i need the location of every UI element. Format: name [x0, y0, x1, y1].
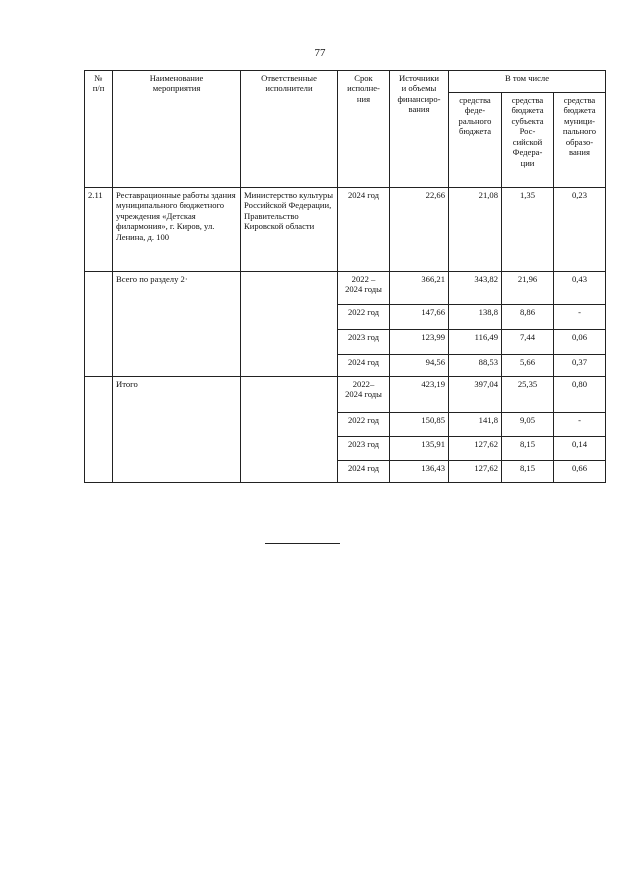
- total-cell: 94,56: [390, 355, 449, 377]
- section-total-label: Всего по разделу 2·: [113, 272, 241, 377]
- total-cell: 147,66: [390, 305, 449, 330]
- header-municipal: средства бюджета муници- пального образо- вания: [554, 93, 606, 188]
- item-federal: 21,08: [449, 188, 502, 272]
- empty-cell: [85, 272, 113, 377]
- federal-cell: 127,62: [449, 461, 502, 483]
- item-num: 2.11: [85, 188, 113, 272]
- municipal-cell: -: [554, 305, 606, 330]
- municipal-cell: 0,43: [554, 272, 606, 305]
- total-cell: 423,19: [390, 377, 449, 413]
- period-cell: 2022 – 2024 годы: [338, 272, 390, 305]
- period-cell: 2022 год: [338, 413, 390, 437]
- item-period: 2024 год: [338, 188, 390, 272]
- item-regional: 1,35: [502, 188, 554, 272]
- municipal-cell: 0,14: [554, 437, 606, 461]
- regional-cell: 5,66: [502, 355, 554, 377]
- municipal-cell: -: [554, 413, 606, 437]
- empty-cell: [241, 377, 338, 483]
- item-total: 22,66: [390, 188, 449, 272]
- municipal-cell: 0,06: [554, 330, 606, 355]
- municipal-cell: 0,66: [554, 461, 606, 483]
- period-cell: 2024 год: [338, 461, 390, 483]
- item-name: Реставрационные работы здания муниципального бюджетного учреждения «Детская филармония», г. Киров, ул. Ленина, д. 100: [113, 188, 241, 272]
- period-cell: 2023 год: [338, 330, 390, 355]
- total-cell: 366,21: [390, 272, 449, 305]
- regional-cell: 8,15: [502, 461, 554, 483]
- header-federal: средства феде- рального бюджета: [449, 93, 502, 188]
- period-cell: 2022 год: [338, 305, 390, 330]
- municipal-cell: 0,37: [554, 355, 606, 377]
- regional-cell: 21,96: [502, 272, 554, 305]
- table-row-item: [85, 188, 606, 272]
- regional-cell: 9,05: [502, 413, 554, 437]
- page-number: 77: [314, 47, 326, 59]
- end-separator-line: [265, 543, 340, 544]
- header-name: Наименование мероприятия: [113, 71, 241, 188]
- header-num: № п/п: [85, 71, 113, 188]
- federal-cell: 88,53: [449, 355, 502, 377]
- federal-cell: 116,49: [449, 330, 502, 355]
- total-cell: 150,85: [390, 413, 449, 437]
- period-cell: 2024 год: [338, 355, 390, 377]
- total-cell: 135,91: [390, 437, 449, 461]
- total-cell: 136,43: [390, 461, 449, 483]
- regional-cell: 8,15: [502, 437, 554, 461]
- table-row: [85, 377, 606, 413]
- item-municipal: 0,23: [554, 188, 606, 272]
- total-cell: 123,99: [390, 330, 449, 355]
- header-executors: Ответственные исполнители: [241, 71, 338, 188]
- item-executors: Министерство культуры Российской Федерации, Правительство Кировской области: [241, 188, 338, 272]
- grand-total-label: Итого: [113, 377, 241, 483]
- header-sources: Источники и объемы финансиро- вания: [390, 71, 449, 188]
- financing-table: [84, 70, 606, 483]
- period-cell: 2023 год: [338, 437, 390, 461]
- empty-cell: [85, 377, 113, 483]
- header-including: В том числе: [449, 71, 606, 93]
- federal-cell: 138,8: [449, 305, 502, 330]
- regional-cell: 7,44: [502, 330, 554, 355]
- table-row: [85, 272, 606, 305]
- header-term: Срок исполне- ния: [338, 71, 390, 188]
- header-regional: средства бюджета субъекта Рос- сийской Федера- ции: [502, 93, 554, 188]
- federal-cell: 141,8: [449, 413, 502, 437]
- empty-cell: [241, 272, 338, 377]
- period-cell: 2022– 2024 годы: [338, 377, 390, 413]
- header-row: [85, 71, 606, 93]
- federal-cell: 397,04: [449, 377, 502, 413]
- municipal-cell: 0,80: [554, 377, 606, 413]
- federal-cell: 127,62: [449, 437, 502, 461]
- regional-cell: 8,86: [502, 305, 554, 330]
- regional-cell: 25,35: [502, 377, 554, 413]
- federal-cell: 343,82: [449, 272, 502, 305]
